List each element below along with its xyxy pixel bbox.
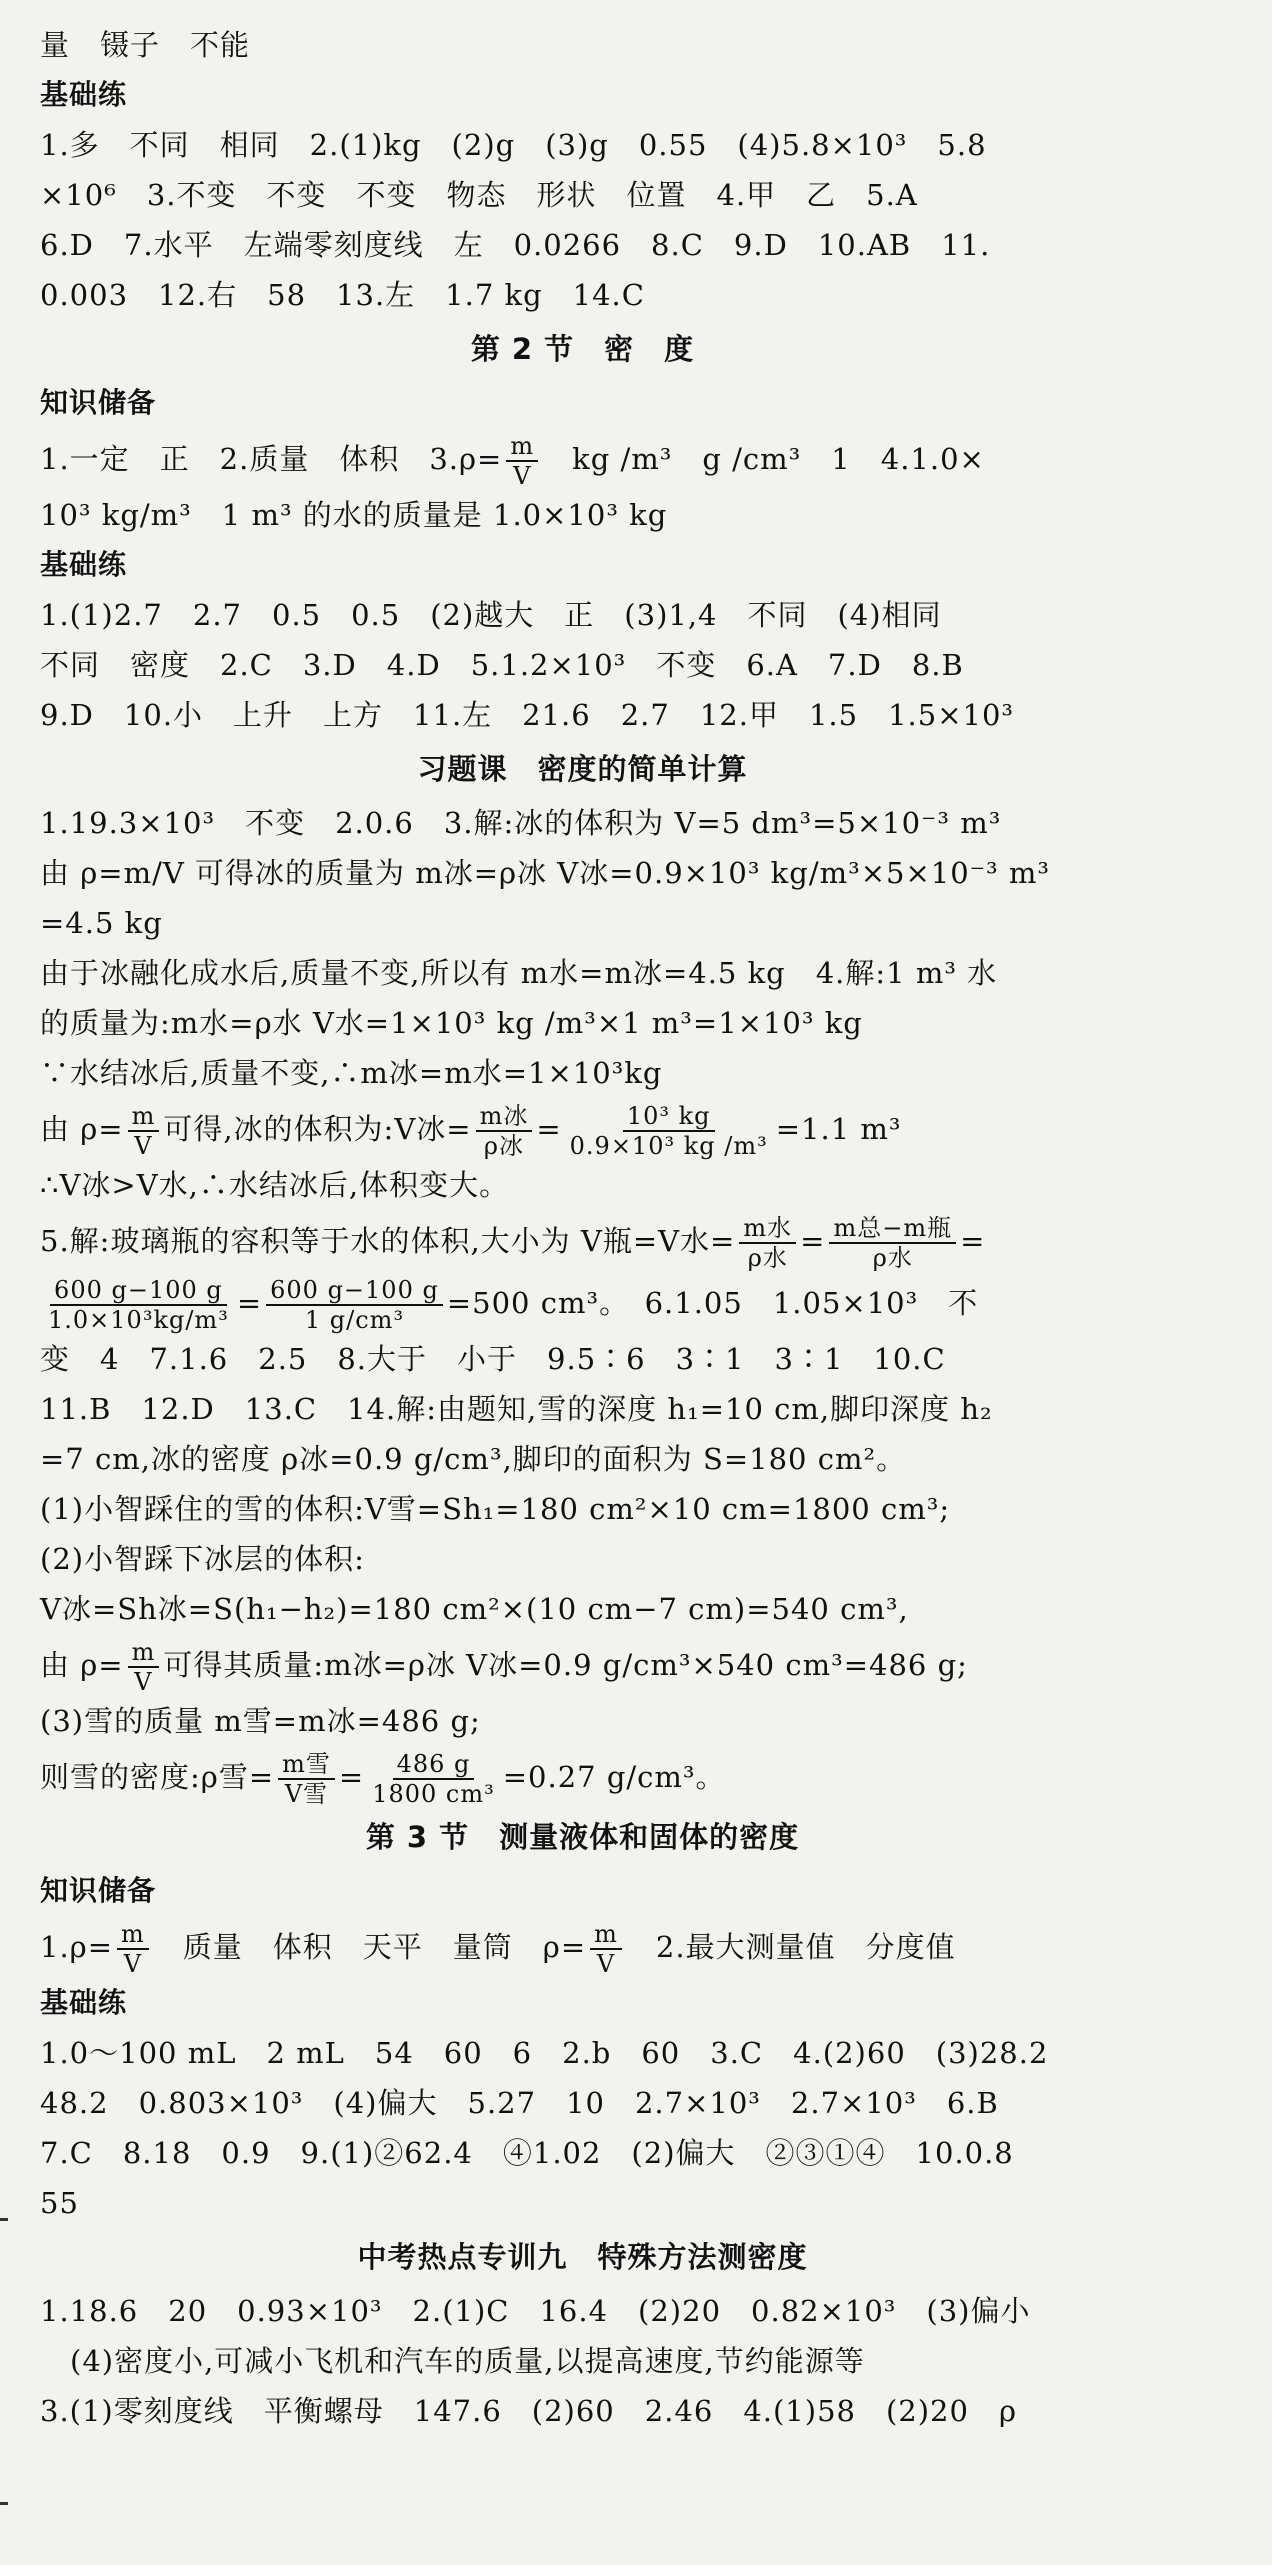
- fraction: [566, 1102, 772, 1160]
- fraction-numerator: 600 g−100 g: [50, 1276, 227, 1306]
- answer-line-formula: [40, 1916, 1125, 1978]
- text-run: 可得其质量:m冰=ρ冰 V冰=0.9 g/cm³×540 cm³=486 g;: [163, 1648, 968, 1682]
- fraction-numerator: m水: [739, 1214, 796, 1244]
- fraction: [739, 1214, 796, 1272]
- text-run: 则雪的密度:ρ雪=: [40, 1760, 275, 1794]
- section-title: 第 3 节 测量液体和固体的密度: [365, 1820, 800, 1854]
- answer-line: 1.19.3×10³ 不变 2.0.6 3.解:冰的体积为 V=5 dm³=5×10⁻³ m³: [40, 806, 1002, 840]
- answer-line: 1.多 不同 相同 2.(1)kg (2)g (3)g 0.55 (4)5.8×10³ 5.8: [40, 128, 987, 162]
- fraction-denominator: V: [134, 1668, 153, 1696]
- answer-line: ∵水结冰后,质量不变,∴m冰=m水=1×10³kg: [40, 1056, 663, 1090]
- section-heading: 基础练: [40, 1986, 128, 2019]
- fraction-denominator: ρ水: [747, 1244, 788, 1272]
- text-run: 1.ρ=: [40, 1930, 114, 1964]
- fraction: [368, 1750, 499, 1808]
- fraction-numerator: m总−m瓶: [829, 1214, 956, 1244]
- fraction: [44, 1276, 233, 1334]
- answer-line-formula: [40, 1210, 1125, 1272]
- text-run: =: [338, 1760, 365, 1794]
- answer-line-formula: [40, 1634, 1125, 1696]
- answer-line: 1.18.6 20 0.93×10³ 2.(1)C 16.4 (2)20 0.82×10³ (3)偏小: [40, 2294, 1031, 2328]
- answer-line: 的质量为:m水=ρ水 V水=1×10³ kg /m³×1 m³=1×10³ kg: [40, 1006, 863, 1040]
- answer-line: 55: [40, 2186, 79, 2220]
- text-run: kg /m³ g /cm³ 1 4.1.0×: [542, 442, 985, 476]
- text-run: =: [800, 1224, 826, 1258]
- answer-line: 变 4 7.1.6 2.5 8.大于 小于 9.5∶6 3∶1 3∶1 10.C: [40, 1342, 946, 1376]
- answer-line: ∴V冰>V水,∴水结冰后,体积变大。: [40, 1168, 510, 1202]
- fraction-numerator: 600 g−100 g: [266, 1276, 443, 1306]
- answer-line: ×10⁶ 3.不变 不变 不变 物态 形状 位置 4.甲 乙 5.A: [40, 178, 918, 212]
- answer-line: 9.D 10.小 上升 上方 11.左 21.6 2.7 12.甲 1.5 1.5×10³: [40, 698, 1015, 732]
- fraction-denominator: 0.9×10³ kg /m³: [569, 1132, 768, 1160]
- section-heading: 知识储备: [40, 1874, 157, 1907]
- fraction-denominator: ρ水: [872, 1244, 913, 1272]
- text-run: 2.最大测量值 分度值: [625, 1930, 956, 1964]
- text-run: =: [536, 1112, 562, 1146]
- text-run: 5.解:玻璃瓶的容积等于水的体积,大小为 V瓶=V水=: [40, 1224, 736, 1258]
- answer-line: (3)雪的质量 m雪=m冰=486 g;: [40, 1704, 481, 1738]
- answer-line: (1)小智踩住的雪的体积:V雪=Sh₁=180 cm²×10 cm=1800 cm³;: [40, 1492, 951, 1526]
- answer-line: =7 cm,冰的密度 ρ冰=0.9 g/cm³,脚印的面积为 S=180 cm²。: [40, 1442, 907, 1476]
- fraction-numerator: m: [117, 1920, 149, 1950]
- margin-mark: [0, 2218, 8, 2221]
- answer-line: 由于冰融化成水后,质量不变,所以有 m水=m冰=4.5 kg 4.解:1 m³ 水: [40, 956, 998, 990]
- fraction: [128, 1638, 160, 1696]
- fraction-numerator: 10³ kg: [623, 1102, 715, 1132]
- answer-line: (2)小智踩下冰层的体积:: [40, 1542, 365, 1576]
- answer-line-formula: [40, 1098, 1125, 1160]
- answer-line: 1.(1)2.7 2.7 0.5 0.5 (2)越大 正 (3)1,4 不同 (4)相同: [40, 598, 942, 632]
- fraction-numerator: 486 g: [393, 1750, 475, 1780]
- fraction-numerator: m: [128, 1638, 160, 1668]
- fraction-numerator: m冰: [476, 1102, 533, 1132]
- fraction-denominator: 1.0×10³kg/m³: [48, 1306, 229, 1334]
- answer-line: 11.B 12.D 13.C 14.解:由题知,雪的深度 h₁=10 cm,脚印深度 h₂: [40, 1392, 993, 1426]
- fraction-numerator: m: [590, 1920, 622, 1950]
- fraction-denominator: V: [596, 1950, 616, 1978]
- fraction-numerator: m: [128, 1102, 160, 1132]
- text-run: 由 ρ=: [40, 1648, 124, 1682]
- text-run: =500 cm³。 6.1.05 1.05×10³ 不: [446, 1286, 979, 1320]
- fraction-denominator: V: [123, 1950, 143, 1978]
- answer-line: 1.0～100 mL 2 mL 54 60 6 2.b 60 3.C 4.(2)60 (3)28.2: [40, 2036, 1049, 2070]
- text-run: 1.一定 正 2.质量 体积 3.ρ=: [40, 442, 503, 476]
- fraction: [590, 1920, 622, 1978]
- fraction-numerator: m雪: [278, 1750, 335, 1780]
- answer-line: 3.(1)零刻度线 平衡螺母 147.6 (2)60 2.46 4.(1)58 (2)20 ρ: [40, 2394, 1017, 2428]
- fraction-denominator: V: [513, 462, 532, 490]
- fraction-denominator: V雪: [284, 1780, 329, 1808]
- fraction: [266, 1276, 443, 1334]
- fraction-denominator: 1800 cm³: [372, 1780, 495, 1808]
- fraction: [506, 432, 538, 490]
- answer-line: 0.003 12.右 58 13.左 1.7 kg 14.C: [40, 278, 645, 312]
- text-run: =: [960, 1224, 986, 1258]
- text-run: 质量 体积 天平 量筒 ρ=: [152, 1930, 587, 1964]
- section-heading: 知识储备: [40, 386, 157, 419]
- answer-line: 由 ρ=m/V 可得冰的质量为 m冰=ρ冰 V冰=0.9×10³ kg/m³×5×10⁻³ m³: [40, 856, 1050, 890]
- fraction: [117, 1920, 149, 1978]
- answer-line-formula: [40, 1272, 1125, 1334]
- answer-line: 量 镊子 不能: [40, 28, 251, 62]
- answer-line: 48.2 0.803×10³ (4)偏大 5.27 10 2.7×10³ 2.7×10³ 6.B: [40, 2086, 999, 2120]
- fraction: [829, 1214, 956, 1272]
- section-title: 第 2 节 密 度: [470, 332, 695, 366]
- fraction: [476, 1102, 533, 1160]
- answer-line: 6.D 7.水平 左端零刻度线 左 0.0266 8.C 9.D 10.AB 11.: [40, 228, 991, 262]
- fraction-numerator: m: [506, 432, 538, 462]
- fraction-denominator: 1 g/cm³: [304, 1306, 405, 1334]
- answer-line: 10³ kg/m³ 1 m³ 的水的质量是 1.0×10³ kg: [40, 498, 668, 532]
- answer-line: 不同 密度 2.C 3.D 4.D 5.1.2×10³ 不变 6.A 7.D 8.B: [40, 648, 964, 682]
- section-heading: 基础练: [40, 78, 128, 111]
- section-title: 习题课 密度的简单计算: [417, 752, 748, 786]
- text-run: 由 ρ=: [40, 1112, 124, 1146]
- text-run: 可得,冰的体积为:V冰=: [163, 1112, 472, 1146]
- fraction-denominator: V: [134, 1132, 153, 1160]
- text-run: =: [236, 1286, 263, 1320]
- fraction-denominator: ρ冰: [483, 1132, 525, 1160]
- answer-line: V冰=Sh冰=S(h₁−h₂)=180 cm²×(10 cm−7 cm)=540 cm³,: [40, 1592, 909, 1626]
- answer-line-formula: [40, 1746, 1125, 1808]
- fraction: [128, 1102, 160, 1160]
- answer-line: 7.C 8.18 0.9 9.(1)②62.4 ④1.02 (2)偏大 ②③①④ 10.0.8: [40, 2136, 1014, 2170]
- fraction: [278, 1750, 335, 1808]
- section-title: 中考热点专训九 特殊方法测密度: [357, 2240, 808, 2274]
- text-run: =0.27 g/cm³。: [502, 1760, 726, 1794]
- margin-mark: [0, 2502, 8, 2505]
- answer-line: (4)密度小,可减小飞机和汽车的质量,以提高速度,节约能源等: [40, 2344, 865, 2378]
- section-heading: 基础练: [40, 548, 128, 581]
- text-run: =1.1 m³: [775, 1112, 902, 1146]
- answer-line: =4.5 kg: [40, 906, 163, 940]
- answer-sheet: [40, 20, 1125, 2436]
- answer-line-formula: [40, 428, 1125, 490]
